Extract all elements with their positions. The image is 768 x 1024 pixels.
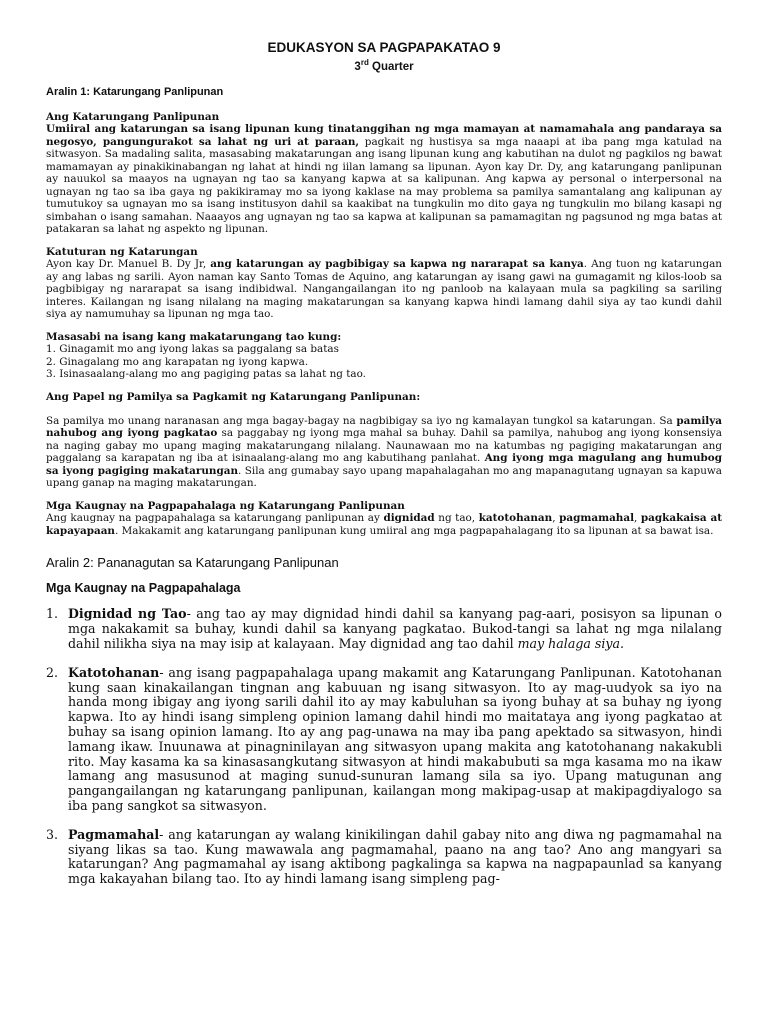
term: Katotohanan bbox=[68, 664, 160, 680]
list-item: 3. Isinasaalang-alang mo ang pagiging patas sa lahat ng tao. bbox=[46, 368, 366, 381]
section-paragraph: Ang kaugnay na pagpapahalaga sa katarungang panlipunan ay dignidad ng tao, katotohanan, pagmamahal, pagkakaisa at kapayapaan. Makakamit ang katarungang panlipunan kung umiiral ang mga pagpapahalagang ito sa lipunan at sa bawat isa. bbox=[46, 512, 722, 537]
section-heading: Mga Kaugnay na Pagpapahalaga ng Katarungang Panlipunan bbox=[46, 499, 405, 512]
list-item: 3. Pagmamahal- ang katarungan ay walang kinikilingan dahil gabay nito ang diwa ng pagmamahal na siyang likas sa tao. Kung mawawala ang pagmamahal, paano na ang tao? Ano ang mangyari sa katarungan? Ang pagmamahal ay isang aktibong pagkalinga sa kapwa na nagpapaunlad sa kanyang mga kakayahan bilang tao. Ito ay hindi lamang isang simpleng pag- bbox=[46, 826, 722, 887]
section-heading: Ang Papel ng Pamilya sa Pagkamit ng Katarungang Panlipunan: bbox=[46, 390, 421, 403]
section-paragraph: Sa pamilya mo unang naranasan ang mga bagay-bagay na nagbibigay sa iyo ng kamalayan tungkol sa katarungan. Sa pamilya nahubog ang iyong pagkatao sa paggabay ng iyong mga mahal sa buhay. Dahil sa pamilya, nahubog ang iyong konsensiya na naging gabay mo upang maging makatarungang nilalang. Naunawaan mo na katumbas ng pagiging makatarungan ang paggalang sa karapatan ng iba at isinaalang-alang mo ang kabutihang panlahat. Ang iyong mga magulang ang humubog sa iyong pagiging makatarungan. Sila ang gumabay sayo upang mapahalagahan mo ang mapanagutang ugnayan sa kapuwa upang ganap na maging makatarungan. bbox=[46, 414, 722, 490]
list-item: 1. Ginagamit mo ang iyong lakas sa paggalang sa batas bbox=[46, 343, 339, 356]
section-makatarungang-tao bbox=[46, 331, 722, 381]
section-paragraph: Ayon kay Dr. Manuel B. Dy Jr, ang katarungan ay pagbibigay sa kapwa ng nararapat sa kanya. Ang tuon ng katarungan ay ang labas ng sarili. Ayon naman kay Santo Tomas de Aquino, ang katarungan ay isang gawi na gumagamit ng kilos-loob sa pagbibigay ng nararapat sa isang indibidwal. Nangangailangan ito ng panloob na kalayaan mula sa pagkiling sa sariling interes. Kailangan ng isang nilalang na maging makatarungan sa kanyang kapwa hindi lamang dahil siya ay tao kundi dahil siya ay namumuhay sa lipunan ng mga tao. bbox=[46, 258, 722, 321]
section-heading: Katuturan ng Katarungan bbox=[46, 245, 198, 258]
section-heading: Ang Katarungang Panlipunan bbox=[46, 110, 220, 123]
values-list bbox=[46, 607, 722, 887]
document-title: EDUKASYON SA PAGPAPAKATAO 9 bbox=[267, 40, 501, 55]
section-heading: Masasabi na isang kang makatarungang tao kung: bbox=[46, 330, 342, 343]
quarter-label: 3rd Quarter bbox=[354, 58, 414, 73]
list-item: 1. Dignidad ng Tao- ang tao ay may dignidad hindi dahil sa kanyang pag-aari, posisyon sa lipunan o mga nakakamit sa buhay, kundi dahil sa kanyang pagkatao. Bukod-tangi sa lahat ng mga nilalang dahil nilikha siya na may isip at kalayaan. May dignidad ang tao dahil may halaga siya. bbox=[46, 606, 722, 651]
section-papel-ng-pamilya bbox=[46, 391, 722, 490]
term: Dignidad ng Tao bbox=[68, 606, 187, 622]
section-kaugnay-na-pagpapahalaga bbox=[46, 500, 722, 537]
subheading: Mga Kaugnay na Pagpapahalaga bbox=[46, 581, 241, 596]
criteria-list bbox=[46, 343, 722, 381]
section-paragraph: Umiiral ang katarungan sa isang lipunan kung tinatanggihan ng mga mamayan at namamahala ang pandaraya sa negosyo, pangungurakot sa lahat ng uri at paraan, pagkait ng hustisya sa mga naaapi at iba pang mga katulad na sitwasyon. Sa madaling salita, masasabing makatarungan ang isang lipunan kung ang kabutihan na dulot ng pagkilos ng bawat mamamayan ay pinakikinabangan ng lahat at hindi ng iilan lamang sa lipunan. Ayon kay Dr. Dy, ang katarungang panlipunan ay nauukol sa maayos na ugnayan ng tao sa kanyang kapwa at sa kalipunan. Ang kapwa ay personal o interpersonal na ugnayan ng tao sa iba gaya ng pakikiramay mo sa iyong kaklase na may problema sa pamilya samantalang ang kalipunan ay tumutukoy sa ugnayan mo sa isang institusyon dahil sa kaakibat na tungkulin mo dito gaya ng tungkulin mo bilang kasapi ng simbahan o isang samahan. Naaayos ang ugnayan ng tao sa kapwa at kalipunan sa pamamagitan ng pagsunod ng mga batas at patakaran sa lahat ng aspekto ng lipunan. bbox=[46, 123, 722, 236]
term: Pagmamahal bbox=[68, 826, 160, 842]
section-katarungang-panlipunan bbox=[46, 111, 722, 236]
aralin-1-title: Aralin 1: Katarungang Panlipunan bbox=[46, 85, 224, 98]
list-item: 2. Katotohanan- ang isang pagpapahalaga upang makamit ang Katarungang Panlipunan. Katotohanan kung saan kinakailangan tingnan ang kabuuan ng isang sitwasyon. Ito ay mag-uudyok sa iyo na handa mong ibigay ang iyong sarili dahil ito ay may kabuluhan sa iyong buhay at sa buhay ng iyong kapwa. Ito ay hindi isang simpleng opinion lamang dahil hindi mo maitataya ang iyong pagkatao at buhay sa isang opinion lamang. Ito ay ang pag-unawa na may iba pang apektado sa sitwasyon, hindi lamang ikaw. Inuunawa at pinagninilayan ang sitwasyon upang makita ang katotohanang nakakubli rito. May kasama ka sa kinasasangkutang sitwasyon at hindi makabubuti sa mga kasama mo na ikaw lamang ang masusunod at maging sunud-sunuran lamang sila sa iyo. Upang matugunan ang pangangailangan ng katarungang panlipunan, kailangan mong makipag-usap at makipagdiyalogo sa iba pang sangkot sa sitwasyon. bbox=[46, 664, 722, 813]
section-katuturan bbox=[46, 246, 722, 321]
aralin-2-title: Aralin 2: Pananagutan sa Katarungang Panlipunan bbox=[46, 555, 339, 571]
list-item: 2. Ginagalang mo ang karapatan ng iyong kapwa. bbox=[46, 355, 309, 368]
